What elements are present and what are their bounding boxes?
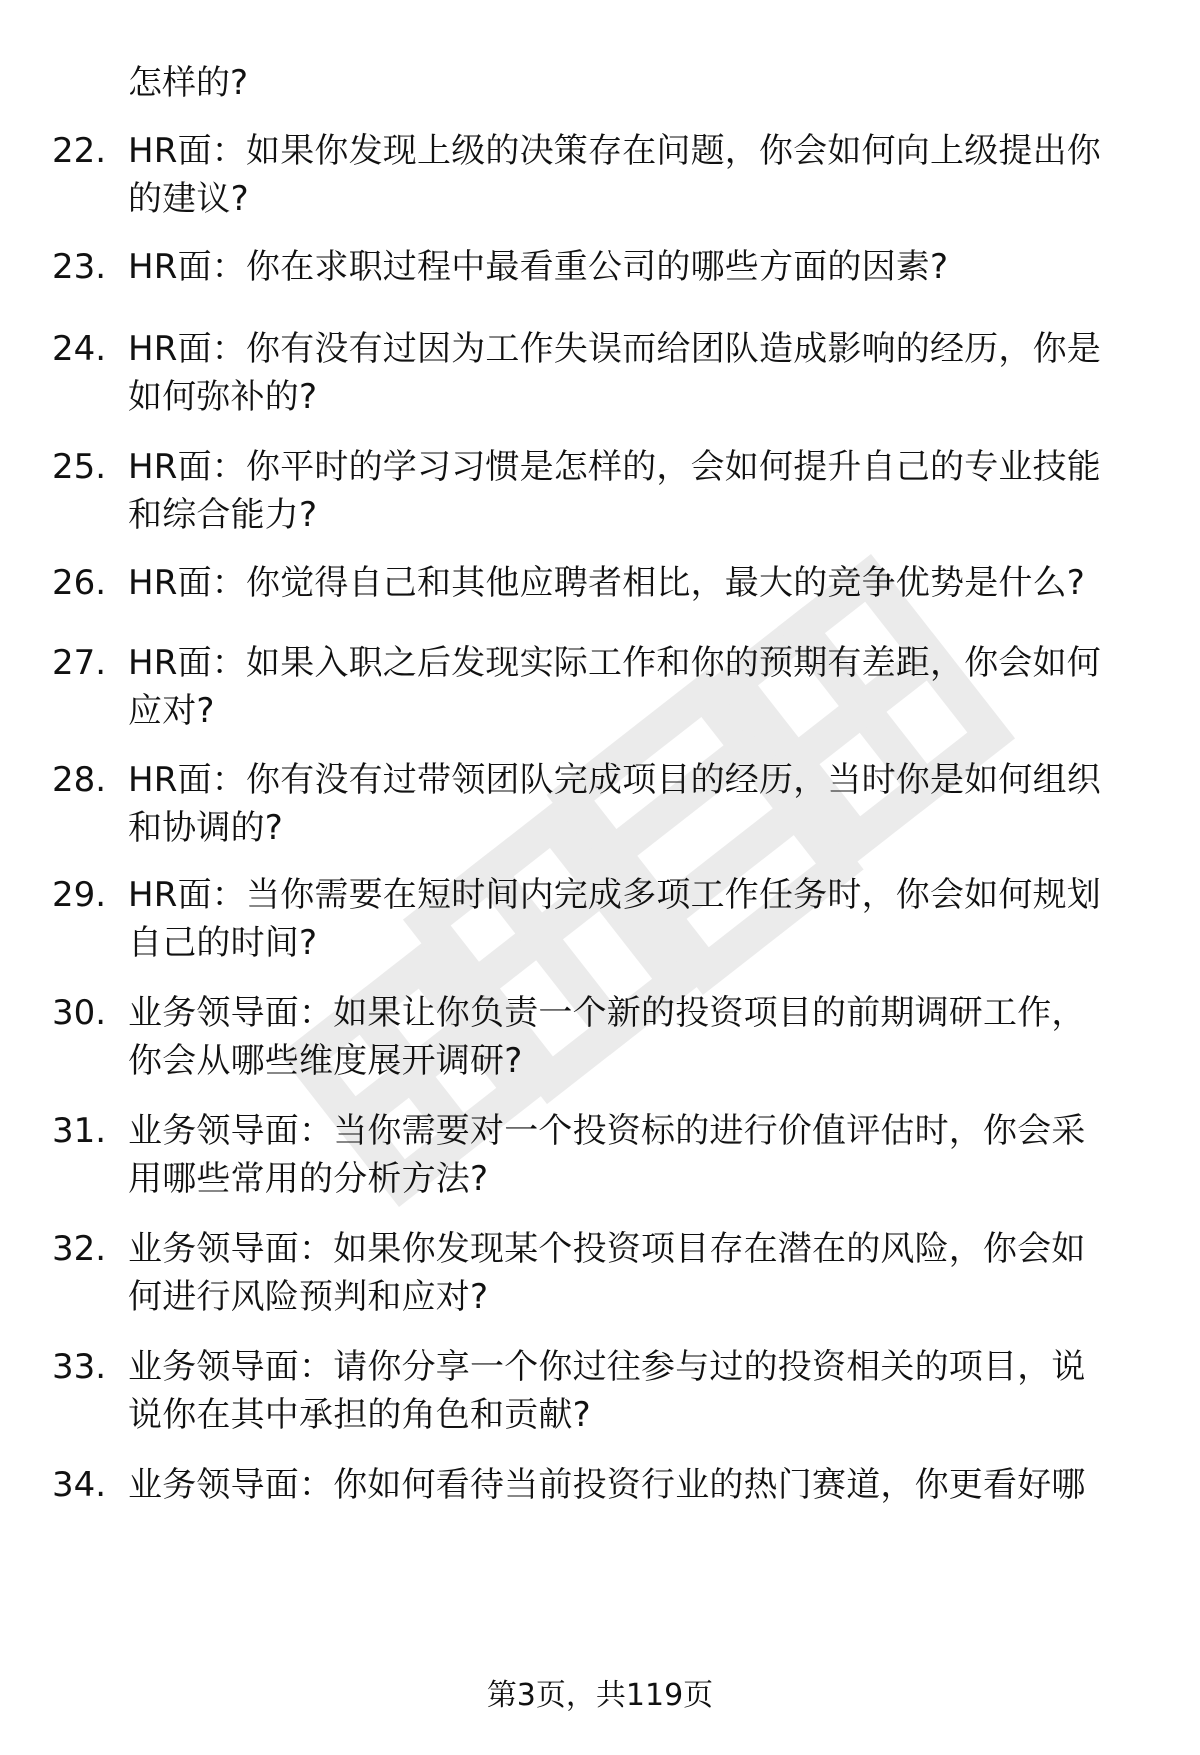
question-text-line: 用哪些常用的分析方法? (128, 1159, 489, 1199)
continued-line: 怎样的? (128, 63, 249, 103)
question-text-line: HR面：你有没有过带领团队完成项目的经历，当时你是如何组织 (128, 760, 1101, 800)
question-number: 25. (52, 447, 107, 487)
question-text-line: 业务领导面：你如何看待当前投资行业的热门赛道，你更看好哪 (128, 1465, 1086, 1505)
question-text-line: 何进行风险预判和应对? (128, 1277, 489, 1317)
question-text-line: 你会从哪些维度展开调研? (128, 1041, 523, 1081)
question-number: 34. (52, 1465, 107, 1505)
question-text-line: HR面：你平时的学习习惯是怎样的，会如何提升自己的专业技能 (128, 447, 1101, 487)
question-text-line: 业务领导面：如果你发现某个投资项目存在潜在的风险，你会如 (128, 1229, 1086, 1269)
question-text-line: HR面：如果入职之后发现实际工作和你的预期有差距，你会如何 (128, 643, 1101, 683)
page-footer: 第3页，共119页 (486, 1678, 714, 1713)
question-number: 24. (52, 329, 107, 369)
question-number: 31. (52, 1111, 107, 1151)
question-number: 29. (52, 875, 107, 915)
question-number: 26. (52, 563, 107, 603)
question-text-line: HR面：你在求职过程中最看重公司的哪些方面的因素? (128, 247, 949, 287)
question-text-line: 应对? (128, 691, 215, 731)
question-number: 30. (52, 993, 107, 1033)
question-number: 27. (52, 643, 107, 683)
question-number: 32. (52, 1229, 107, 1269)
question-text-line: HR面：你有没有过因为工作失误而给团队造成影响的经历，你是 (128, 329, 1101, 369)
question-text-line: 业务领导面：请你分享一个你过往参与过的投资相关的项目，说 (128, 1347, 1086, 1387)
question-text-line: 和协调的? (128, 808, 284, 848)
question-text-line: HR面：当你需要在短时间内完成多项工作任务时，你会如何规划 (128, 875, 1101, 915)
question-text-line: HR面：你觉得自己和其他应聘者相比，最大的竞争优势是什么? (128, 563, 1086, 603)
question-text-line: 业务领导面：如果让你负责一个新的投资项目的前期调研工作， (128, 993, 1086, 1033)
question-text-line: 的建议? (128, 179, 249, 219)
question-number: 22. (52, 131, 107, 171)
question-text-line: 自己的时间? (128, 923, 318, 963)
question-number: 23. (52, 247, 107, 287)
question-text-line: 和综合能力? (128, 495, 318, 535)
question-text-line: HR面：如果你发现上级的决策存在问题，你会如何向上级提出你 (128, 131, 1101, 171)
question-number: 28. (52, 760, 107, 800)
question-number: 33. (52, 1347, 107, 1387)
question-text-line: 说你在其中承担的角色和贡献? (128, 1395, 591, 1435)
question-text-line: 如何弥补的? (128, 377, 318, 417)
question-text-line: 业务领导面：当你需要对一个投资标的进行价值评估时，你会采 (128, 1111, 1086, 1151)
